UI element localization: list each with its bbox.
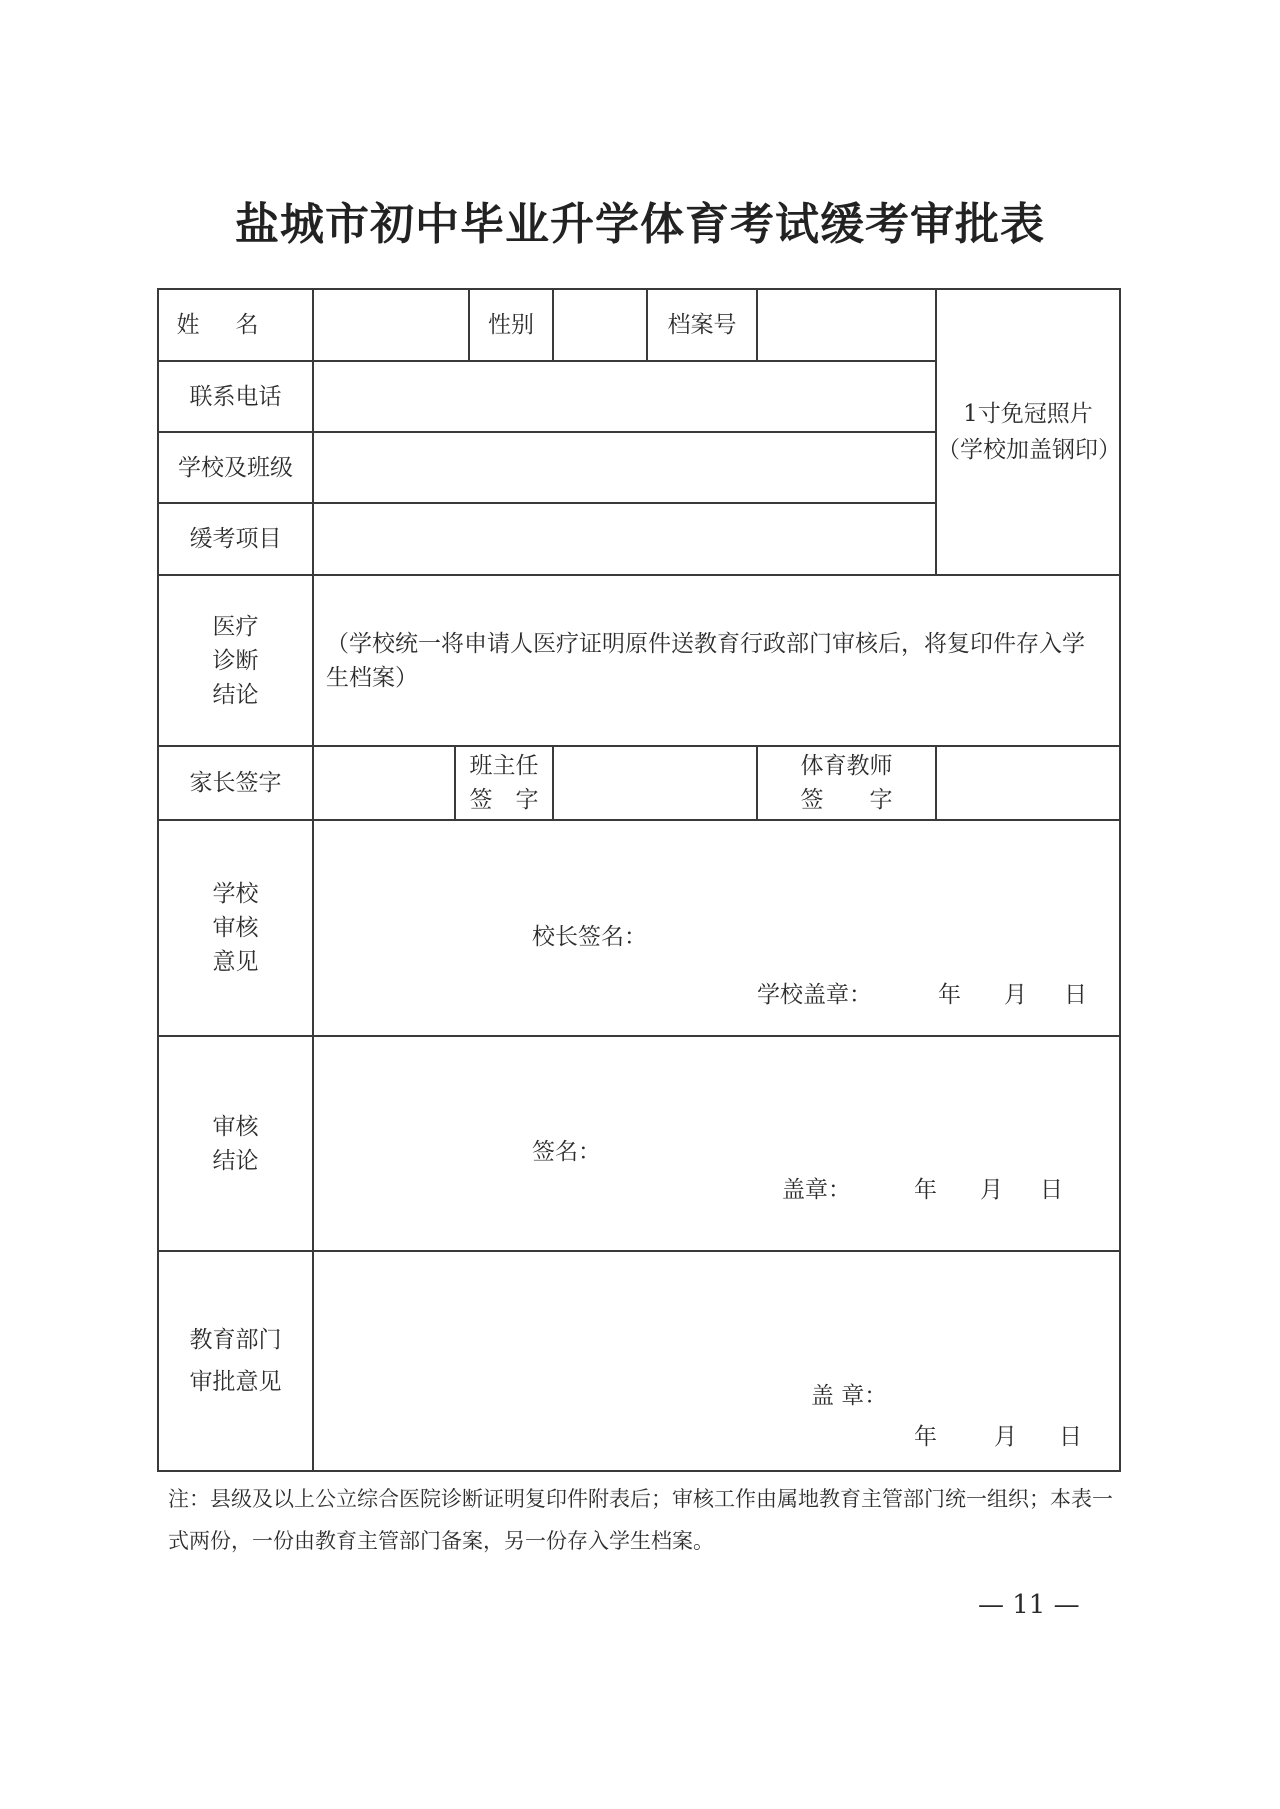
- photo-label-line1: 1寸免冠照片: [963, 401, 1093, 427]
- school-review-label: 学校 审核 意见: [158, 820, 313, 1036]
- approval-form-table: [157, 288, 1121, 1472]
- date-month: 月: [1004, 982, 1027, 1008]
- head-teacher-label: 班主任 签 字: [455, 746, 553, 820]
- principal-sign-label: 校长签名：: [532, 924, 647, 950]
- name-field[interactable]: [313, 289, 469, 361]
- parent-sign-label: 家长签字: [158, 746, 313, 820]
- file-no-field[interactable]: [757, 289, 936, 361]
- file-no-label: 档案号: [647, 289, 757, 361]
- date-day: 日: [1059, 1424, 1082, 1450]
- photo-label-line2: （学校加盖钢印）: [937, 437, 1121, 463]
- edu-stamp-label: 盖 章：: [811, 1383, 888, 1409]
- medical-note: （学校统一将申请人医疗证明原件送教育行政部门审核后，将复印件存入学生档案）: [313, 575, 1120, 746]
- date-month: 月: [980, 1177, 1003, 1203]
- medical-label: 医疗 诊断 结论: [158, 575, 313, 746]
- phone-field[interactable]: [313, 361, 936, 432]
- edu-dept-label: 教育部门 审批意见: [158, 1251, 313, 1471]
- date-year: 年: [914, 1177, 937, 1203]
- school-class-field[interactable]: [313, 432, 936, 503]
- head-teacher-sign-field[interactable]: [553, 746, 757, 820]
- review-conclusion-label: 审核 结论: [158, 1036, 313, 1251]
- gender-field[interactable]: [553, 289, 647, 361]
- deferred-item-label: 缓考项目: [158, 503, 313, 575]
- name-label: 姓名: [158, 289, 313, 361]
- review-conclusion-field[interactable]: [313, 1036, 1120, 1251]
- photo-box: [936, 289, 1120, 575]
- phone-label: 联系电话: [158, 361, 313, 432]
- date-day: 日: [1064, 982, 1087, 1008]
- pe-teacher-label: 体育教师 签 字: [757, 746, 936, 820]
- deferred-item-field[interactable]: [313, 503, 936, 575]
- gender-label: 性别: [469, 289, 553, 361]
- school-stamp-label: 学校盖章：: [757, 982, 872, 1008]
- school-class-label: 学校及班级: [158, 432, 313, 503]
- date-year: 年: [914, 1424, 937, 1450]
- parent-sign-field[interactable]: [313, 746, 455, 820]
- pe-teacher-sign-field[interactable]: [936, 746, 1120, 820]
- stamp-label: 盖章：: [782, 1177, 851, 1203]
- date-day: 日: [1040, 1177, 1063, 1203]
- form-title: 盐城市初中毕业升学体育考试缓考审批表: [235, 199, 1045, 250]
- date-month: 月: [994, 1424, 1017, 1450]
- school-review-field[interactable]: [313, 820, 1120, 1036]
- edu-dept-field[interactable]: [313, 1251, 1120, 1471]
- sign-label: 签名：: [532, 1139, 601, 1165]
- page-number: — 11 —: [978, 1590, 1080, 1620]
- footnote: 注：县级及以上公立综合医院诊断证明复印件附表后；审核工作由属地教育主管部门统一组织；本表一式两份，一份由教育主管部门备案，另一份存入学生档案。: [168, 1487, 1113, 1553]
- date-year: 年: [938, 982, 961, 1008]
